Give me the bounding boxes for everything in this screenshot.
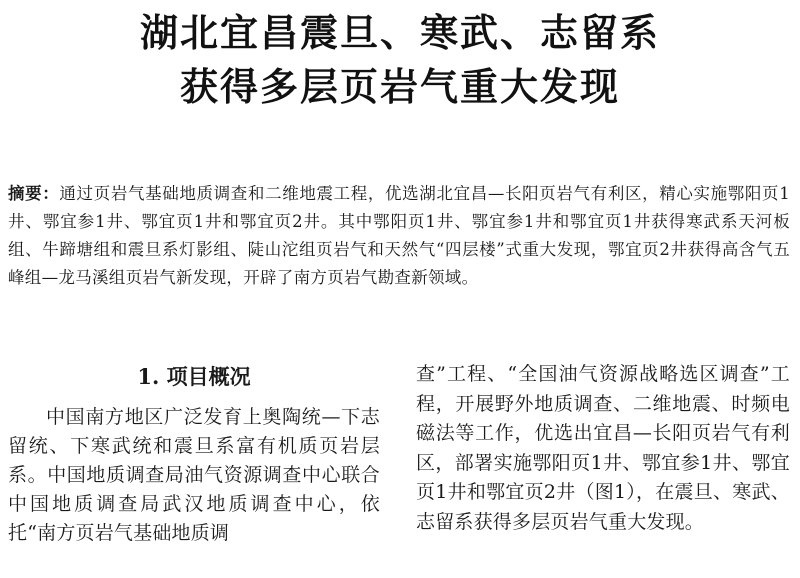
body-paragraph-left: 中国南方地区广泛发育上奥陶统—下志留统、下寒武统和震旦系富有机质页岩层系。中国地质调查局油气资源调查中心联合中国地质调查局武汉地质调查中心，依托“南方页岩气基础地质调: [8, 406, 380, 544]
article-title-line-2: 获得多层页岩气重大发现: [179, 65, 620, 109]
body-paragraph-right: 查”工程、“全国油气资源战略选区调查”工程，开展野外地质调查、二维地震、时频电磁法等工作，优选出宜昌—长阳页岩气有利区，部署实施鄂阳页1井、鄂宜参1井、鄂宜页1井和鄂宜页2井（图1），在震旦、寒武、志留系获得多层页岩气重大发现。: [416, 363, 790, 533]
abstract-label: 摘要：: [8, 184, 60, 203]
section-heading: 1. 项目概况: [137, 364, 251, 389]
abstract-text: 通过页岩气基础地质调查和二维地震工程，优选湖北宜昌—长阳页岩气有利区，精心实施鄂阳页1井、鄂宜参1井、鄂宜页1井和鄂宜页2井。其中鄂阳页1井、鄂宜参1井和鄂宜页1井获得寒武系天河板组、牛蹄塘组和震旦系灯影组、陡山沱组页岩气和天然气“四层楼”式重大发现，鄂宜页2井获得高含气五峰组—龙马溪组页岩气新发现，开辟了南方页岩气勘查新领域。: [8, 184, 790, 287]
left-column: [8, 362, 380, 548]
right-column: [416, 360, 790, 537]
abstract: [8, 180, 790, 292]
article-title: [0, 6, 800, 114]
article-title-line-1: 湖北宜昌震旦、寒武、志留系: [139, 11, 660, 55]
